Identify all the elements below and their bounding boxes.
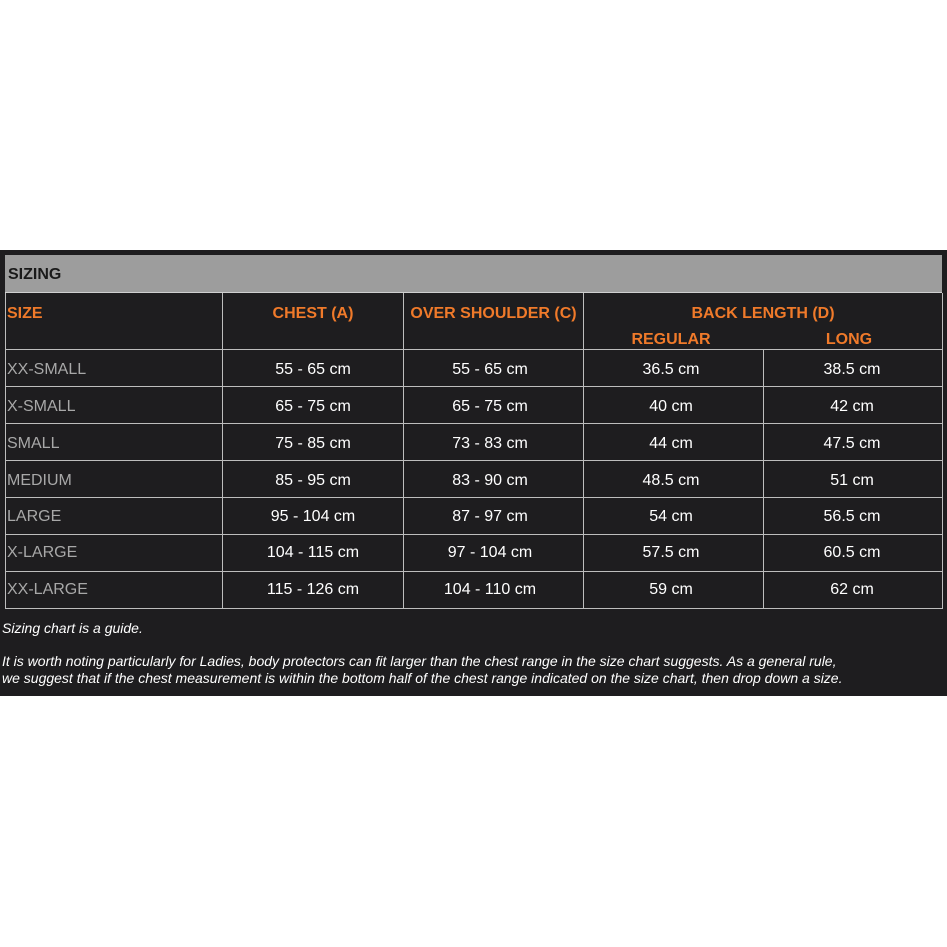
table-border-left: [5, 293, 6, 609]
chest-value: 65 - 75 cm: [275, 398, 351, 415]
over-shoulder-value: 83 - 90 cm: [452, 472, 528, 489]
chest-value: 104 - 115 cm: [266, 544, 360, 561]
back-long-value: 42 cm: [830, 398, 874, 415]
size-label: XX-LARGE: [7, 581, 88, 598]
size-label: X-SMALL: [7, 398, 76, 415]
header-size: SIZE: [7, 305, 43, 322]
row-divider: [5, 497, 943, 498]
over-shoulder-value: 97 - 104 cm: [447, 544, 533, 561]
chest-value: 115 - 126 cm: [266, 581, 360, 598]
over-shoulder-value: 104 - 110 cm: [443, 581, 537, 598]
header-regular: REGULAR: [631, 331, 711, 348]
header-long: LONG: [825, 331, 873, 348]
back-regular-value: 57.5 cm: [642, 544, 700, 561]
sizing-notes: [2, 620, 842, 687]
chest-value: 75 - 85 cm: [275, 435, 351, 452]
guide-note: Sizing chart is a guide.: [2, 620, 143, 636]
size-chart-table: [5, 293, 942, 609]
sizing-title: SIZING: [8, 266, 62, 283]
back-long-value: 56.5 cm: [823, 508, 881, 525]
ladies-note-line-2: we suggest that if the chest measurement is within the bottom half of the chest range indicated on the size chart, then drop down a size.: [2, 670, 843, 686]
back-long-value: 38.5 cm: [823, 361, 881, 378]
back-regular-value: 48.5 cm: [642, 472, 700, 489]
back-regular-value: 44 cm: [649, 435, 693, 452]
back-regular-value: 40 cm: [649, 398, 693, 415]
sizing-panel: [0, 250, 947, 696]
chest-value: 55 - 65 cm: [275, 361, 351, 378]
chest-value: 85 - 95 cm: [275, 472, 351, 489]
size-label: X-LARGE: [7, 544, 78, 561]
back-regular-value: 36.5 cm: [642, 361, 700, 378]
row-divider: [5, 571, 943, 572]
back-long-value: 62 cm: [830, 581, 874, 598]
chest-value: 95 - 104 cm: [270, 508, 356, 525]
over-shoulder-value: 55 - 65 cm: [452, 361, 528, 378]
sizing-title-bar: [5, 255, 942, 293]
row-divider: [5, 460, 943, 461]
over-shoulder-value: 73 - 83 cm: [452, 435, 528, 452]
size-label: SMALL: [7, 435, 60, 452]
back-long-value: 47.5 cm: [823, 435, 881, 452]
size-label: MEDIUM: [7, 472, 72, 489]
ladies-note-line-1: It is worth noting particularly for Ladies, body protectors can fit larger than the chest range in the size chart suggests. As a general rule,: [2, 653, 837, 669]
header-back-length: BACK LENGTH (D): [691, 305, 835, 322]
back-regular-value: 59 cm: [649, 581, 693, 598]
back-regular-value: 54 cm: [649, 508, 693, 525]
header-divider: [5, 349, 943, 350]
table-border-right: [942, 293, 943, 609]
over-shoulder-value: 87 - 97 cm: [452, 508, 528, 525]
back-long-value: 60.5 cm: [823, 544, 881, 561]
table-border-bottom: [5, 608, 943, 609]
row-divider: [5, 423, 943, 424]
size-label: XX-SMALL: [7, 361, 87, 378]
back-long-value: 51 cm: [830, 472, 874, 489]
row-divider: [5, 386, 943, 387]
header-chest: CHEST (A): [272, 305, 354, 322]
size-label: LARGE: [7, 508, 62, 525]
header-over-shoulder: OVER SHOULDER (C): [410, 305, 577, 322]
over-shoulder-value: 65 - 75 cm: [452, 398, 528, 415]
row-divider: [5, 534, 943, 535]
